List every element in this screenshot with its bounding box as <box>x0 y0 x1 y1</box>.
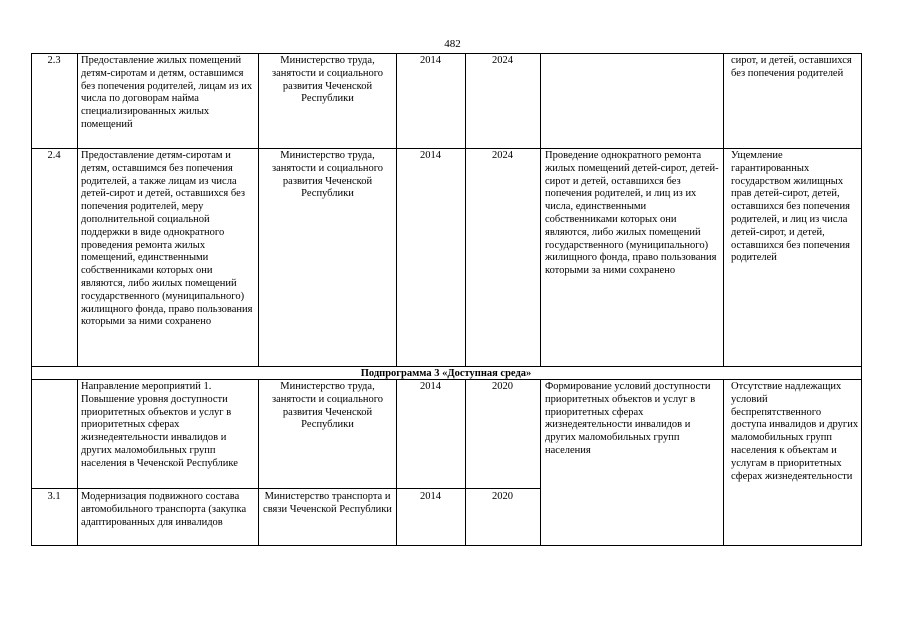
direction-1-consequence: Отсутствие надлежащих условий беспрепятственного доступа инвалидов и других маломобильных групп населения к объектам и услугам в приоритетных сферах жизнедеятельности <box>731 381 859 482</box>
direction-1-end-year: 2020 <box>492 381 513 392</box>
row-2-3-executor: Министерство труда, занятости и социального развития Чеченской Республики <box>271 55 384 105</box>
row-2-4-start-year: 2014 <box>420 150 441 161</box>
row-2-4-number: 2.4 <box>47 150 61 161</box>
row-2-4-executor: Министерство труда, занятости и социального развития Чеченской Республики <box>271 150 384 200</box>
row-2-3-number: 2.3 <box>47 55 61 66</box>
row-3-1-number: 3.1 <box>47 491 61 502</box>
row-3-1-end-year: 2020 <box>492 491 513 502</box>
direction-1-executor: Министерство труда, занятости и социального развития Чеченской Республики <box>271 381 384 431</box>
row-2-4-result: Проведение однократного ремонта жилых помещений детей-сирот, детей-сирот и детей, оставшихся без попечения родителей, и лиц из их числа, единственными собственниками которых они являются, либо жилых помещений государственного (муниципального) жилищного фонда, право пользования которыми за ними сохранено <box>545 150 719 277</box>
row-3-1-start-year: 2014 <box>420 491 441 502</box>
row-2-4-consequence: Ущемление гарантированных государством жилищных прав детей-сирот, детей, оставшихся без попечения родителей, и лиц из числа детей-сирот, и детей, оставшихся без попечения родителей <box>731 150 850 264</box>
row-3-1-executor: Министерство транспорта и связи Чеченской Республики <box>263 491 392 515</box>
row-2-4-event: Предоставление детям-сиротам и детям, оставшимся без попечения родителей, а также лицам из числа детей-сирот и детей, оставшихся без попечения родителей, меру дополнительной социальной поддержки в виде однократного проведения ремонта жилых помещений, единственными собственниками которых они являются, либо жилых помещений государственного (муниципального) жилищного фонда, право пользования которыми за ними сохранено <box>81 150 253 328</box>
row-2-3-consequence: сирот, и детей, оставшихся без попечения родителей <box>731 55 852 79</box>
row-2-3-event: Предоставление жилых помещений детям-сиротам и детям, оставшимся без попечения родителей, лицам из их числа по договорам найма специализированных жилых помещений <box>81 55 253 130</box>
subprogram-heading: Подпрограмма 3 «Доступная среда» <box>360 368 532 379</box>
row-2-3-start-year: 2014 <box>420 55 441 66</box>
direction-1-start-year: 2014 <box>420 381 441 392</box>
direction-1-result: Формирование условий доступности приоритетных объектов и услуг в приоритетных сферах жизнедеятельности инвалидов и других маломобильных групп населения <box>545 381 711 456</box>
row-2-3-end-year: 2024 <box>492 55 513 66</box>
row-3-1-event: Модернизация подвижного состава автомобильного транспорта (закупка адаптированных для инвалидов <box>81 491 247 528</box>
row-2-4-end-year: 2024 <box>492 150 513 161</box>
direction-1-event: Направление мероприятий 1. Повышение уровня доступности приоритетных объектов и услуг в приоритетных сферах жизнедеятельности инвалидов и других маломобильных групп населения в Чеченской Республике <box>81 381 238 469</box>
page-number: 482 <box>444 38 461 50</box>
